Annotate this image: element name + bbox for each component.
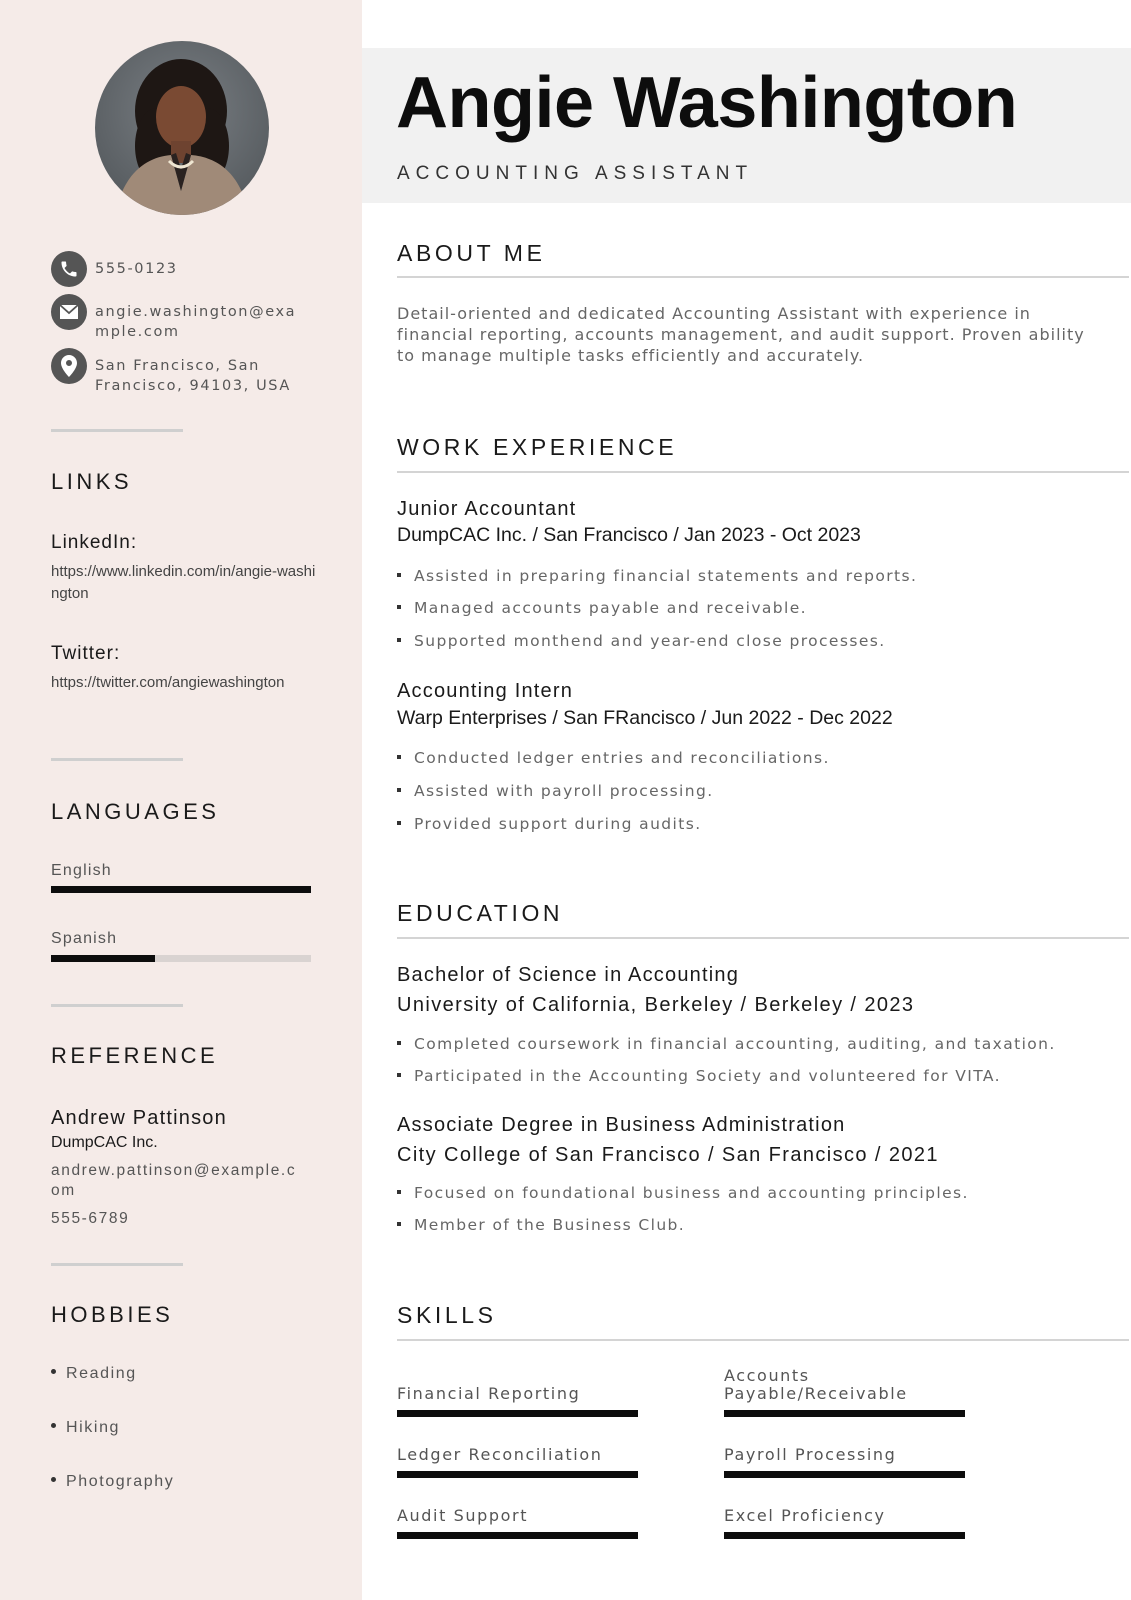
linkedin-label: LinkedIn: (51, 532, 138, 553)
job-bullet (397, 782, 714, 800)
hobbies-heading: HOBBIES (51, 1302, 174, 1327)
bullet-text: Completed coursework in financial accounting, auditing, and taxation. (414, 1035, 1056, 1053)
job-meta: DumpCAC Inc. / San Francisco / Jan 2023 - Oct 2023 (397, 524, 861, 546)
skill-bar (724, 1471, 965, 1478)
language-english-fill (51, 886, 311, 893)
section-divider (51, 758, 183, 761)
bullet-square-icon (397, 821, 401, 825)
bullet-text: Managed accounts payable and receivable. (414, 599, 808, 617)
job-bullet (397, 749, 830, 767)
hobby-item (51, 1473, 174, 1491)
edu-bullet (397, 1216, 685, 1234)
section-divider (51, 1263, 183, 1266)
section-rule (397, 937, 1129, 939)
bullet-text: Supported monthend and year-end close processes. (414, 632, 886, 650)
section-rule (397, 276, 1129, 278)
degree-title: Associate Degree in Business Administration (397, 1114, 846, 1136)
language-english-bar (51, 886, 311, 893)
skill-label: Accounts Payable/Receivable (724, 1366, 908, 1403)
education-heading: EDUCATION (397, 900, 564, 926)
twitter-label: Twitter: (51, 643, 121, 664)
hobby-item (51, 1365, 137, 1383)
bullet-text: Provided support during audits. (414, 815, 702, 833)
skill-label: Excel Proficiency (724, 1506, 886, 1525)
skill-bar (397, 1410, 638, 1417)
skill-label: Financial Reporting (397, 1384, 581, 1403)
hobby-label: Reading (66, 1365, 137, 1382)
bullet-dot-icon (51, 1423, 56, 1428)
bullet-dot-icon (51, 1369, 56, 1374)
phone-icon (51, 251, 87, 287)
job-bullet (397, 815, 702, 833)
reference-company: DumpCAC Inc. (51, 1134, 158, 1151)
bullet-text: Participated in the Accounting Society and volunteered for VITA. (414, 1067, 1001, 1085)
job-title: Accounting Intern (397, 680, 574, 702)
profile-photo (95, 41, 269, 215)
skill-label: Audit Support (397, 1506, 529, 1525)
page-title: Angie Washington (396, 63, 1018, 143)
contact-email: angie.washington@example.com (95, 304, 297, 340)
language-spanish-label: Spanish (51, 930, 118, 947)
degree-meta: City College of San Francisco / San Francisco / 2021 (397, 1144, 939, 1166)
bullet-square-icon (397, 605, 401, 609)
bullet-square-icon (397, 1073, 401, 1077)
bullet-text: Assisted in preparing financial statements and reports. (414, 567, 918, 585)
section-rule (397, 1339, 1129, 1341)
job-bullet (397, 567, 917, 585)
bullet-text: Focused on foundational business and accounting principles. (414, 1184, 969, 1202)
job-bullet (397, 632, 886, 650)
bullet-square-icon (397, 573, 401, 577)
envelope-icon (51, 294, 87, 330)
degree-title: Bachelor of Science in Accounting (397, 964, 740, 986)
language-english-label: English (51, 862, 112, 879)
reference-phone: 555-6789 (51, 1210, 130, 1227)
skill-bar (724, 1532, 965, 1539)
skill-bar (724, 1410, 965, 1417)
language-spanish-bar (51, 955, 311, 962)
job-bullet (397, 599, 807, 617)
person-portrait-icon (95, 41, 269, 215)
reference-name: Andrew Pattinson (51, 1107, 227, 1129)
contact-address: San Francisco, San Francisco, 94103, USA (95, 358, 291, 394)
bullet-square-icon (397, 755, 401, 759)
section-divider (51, 1004, 183, 1007)
languages-heading: LANGUAGES (51, 799, 220, 824)
bullet-text: Conducted ledger entries and reconciliations. (414, 749, 830, 767)
edu-bullet (397, 1184, 969, 1202)
bullet-square-icon (397, 1041, 401, 1045)
edu-bullet (397, 1067, 1001, 1085)
bullet-square-icon (397, 1190, 401, 1194)
bullet-text: Member of the Business Club. (414, 1216, 686, 1234)
about-heading: ABOUT ME (397, 240, 546, 266)
experience-heading: WORK EXPERIENCE (397, 434, 678, 460)
degree-meta: University of California, Berkeley / Berkeley / 2023 (397, 994, 915, 1016)
section-rule (397, 471, 1129, 473)
job-title: Junior Accountant (397, 498, 577, 520)
reference-heading: REFERENCE (51, 1043, 219, 1068)
hobby-label: Photography (66, 1473, 175, 1490)
about-text: Detail-oriented and dedicated Accounting Assistant with experience in financial reporting, accounts management, and audit support. Proven ability to manage multiple tasks efficiently and accurately. (397, 304, 1085, 365)
language-spanish-fill (51, 955, 155, 962)
hobby-label: Hiking (66, 1419, 121, 1436)
links-heading: LINKS (51, 469, 133, 494)
location-pin-icon (51, 348, 87, 384)
linkedin-link[interactable]: https://www.linkedin.com/in/angie-washington (51, 563, 316, 602)
edu-bullet (397, 1035, 1056, 1053)
bullet-text: Assisted with payroll processing. (414, 782, 714, 800)
skill-label: Ledger Reconciliation (397, 1445, 603, 1464)
reference-email: andrew.pattinson@example.com (51, 1162, 297, 1199)
skill-bar (397, 1532, 638, 1539)
contact-phone: 555-0123 (95, 261, 178, 277)
skill-label: Payroll Processing (724, 1445, 897, 1464)
hobby-item (51, 1419, 120, 1437)
bullet-dot-icon (51, 1477, 56, 1482)
bullet-square-icon (397, 1222, 401, 1226)
twitter-link[interactable]: https://twitter.com/angiewashington (51, 674, 285, 691)
bullet-square-icon (397, 638, 401, 642)
job-meta: Warp Enterprises / San FRancisco / Jun 2022 - Dec 2022 (397, 707, 893, 729)
skills-heading: SKILLS (397, 1302, 497, 1328)
section-divider (51, 429, 183, 432)
job-title: ACCOUNTING ASSISTANT (397, 163, 754, 184)
bullet-square-icon (397, 788, 401, 792)
skill-bar (397, 1471, 638, 1478)
